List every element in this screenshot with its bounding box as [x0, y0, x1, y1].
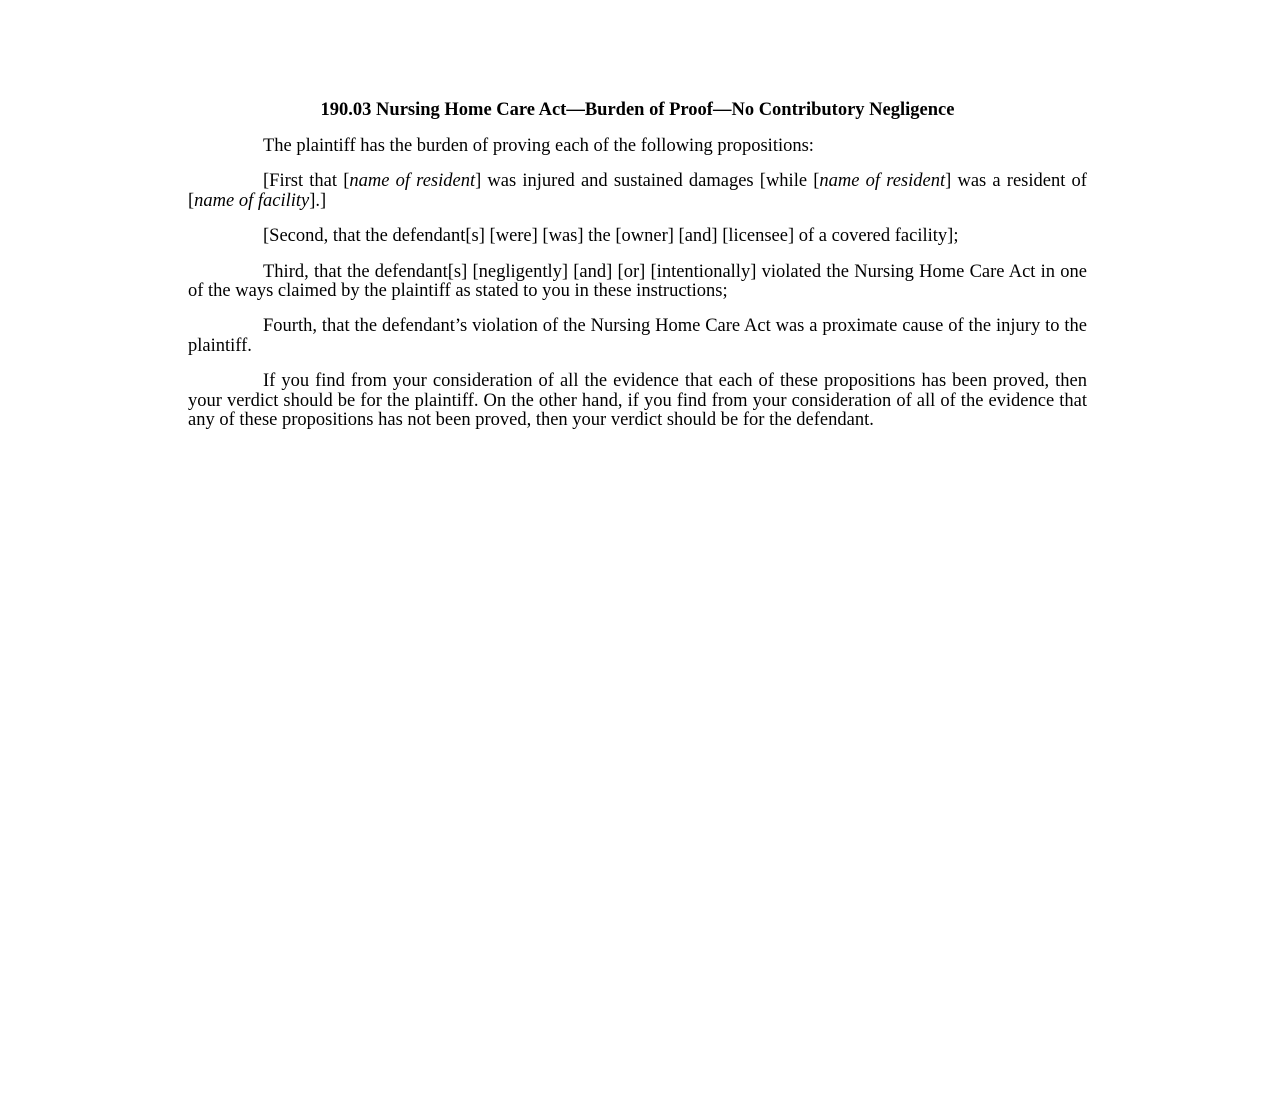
- text: ] was injured and sustained damages [while [: [475, 171, 820, 192]
- proposition-fourth: Fourth, that the defendant’s violation of the Nursing Home Care Act was a proximate cause of the injury to the plaintiff.: [188, 316, 1087, 356]
- text: [First that [: [263, 171, 350, 192]
- placeholder-text: name of resident: [819, 171, 946, 192]
- proposition-third: Third, that the defendant[s] [negligently] [and] [or] [intentionally] violated the Nursing Home Care Act in one of the ways claimed by the plaintiff as stated to you in these instructions;: [188, 261, 1087, 302]
- text: ].]: [309, 190, 327, 211]
- placeholder-text: name of facility: [194, 190, 310, 211]
- proposition-second: [Second, that the defendant[s] [were] [was] the [owner] [and] [licensee] of a covered facility];: [263, 226, 959, 247]
- intro-paragraph: The plaintiff has the burden of proving each of the following propositions:: [263, 136, 814, 156]
- placeholder-text: name of resident: [349, 171, 476, 192]
- proposition-first: [188, 172, 1087, 211]
- document-page: [188, 99, 1087, 446]
- conclusion-paragraph: If you find from your consideration of all the evidence that each of these propositions has been proved, then your verdict should be for the plaintiff. On the other hand, if you find from your consideration of all of the evidence that any of these propositions has not been proved, then your verdict should be for the defendant.: [188, 371, 1087, 431]
- document-title: 190.03 Nursing Home Care Act—Burden of Proof—No Contributory Negligence: [320, 100, 955, 120]
- text: ] was a resident of [: [188, 171, 1087, 211]
